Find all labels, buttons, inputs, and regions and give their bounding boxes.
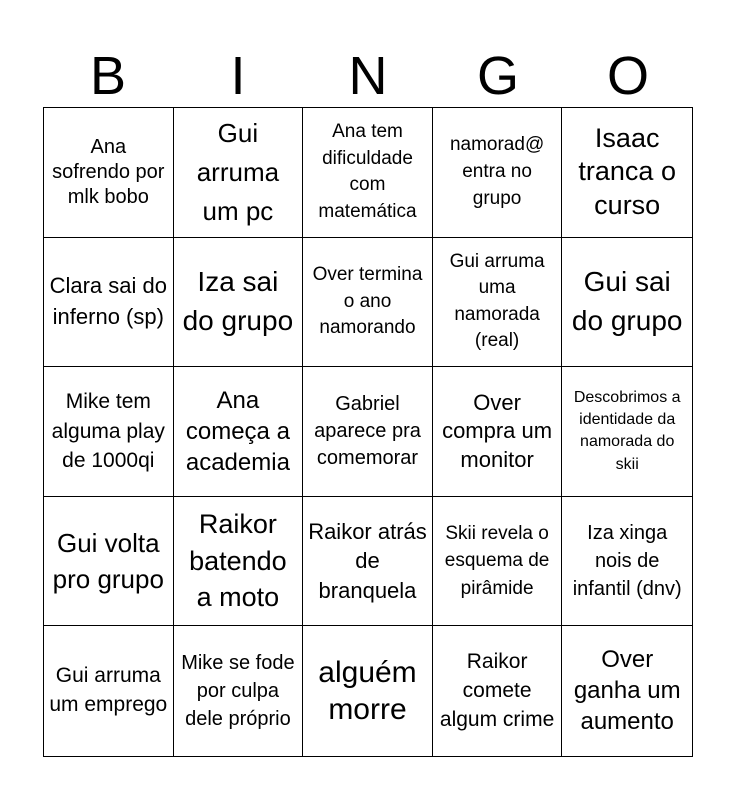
header-letter-b: B <box>89 46 127 106</box>
bingo-cell[interactable] <box>303 497 433 627</box>
cell-text: Ana começa a academia <box>185 386 290 477</box>
cell-text: Clara sai do inferno (sp) <box>49 273 167 329</box>
bingo-cell[interactable] <box>174 497 304 627</box>
bingo-cell[interactable] <box>562 497 692 627</box>
bingo-cell[interactable] <box>433 238 563 368</box>
cell-text: Mike se fode por culpa dele próprio <box>181 651 295 731</box>
bingo-cell[interactable] <box>174 367 304 497</box>
cell-text: Over termina o ano namorando <box>312 264 423 339</box>
bingo-cell[interactable] <box>433 367 563 497</box>
cell-text: namorad@ entra no grupo <box>449 134 545 209</box>
cell-text: Raikor atrás de branquela <box>308 518 427 603</box>
bingo-cell[interactable] <box>433 626 563 756</box>
cell-text: Over compra um monitor <box>442 389 553 472</box>
header-letter-o: O <box>606 46 649 106</box>
bingo-cell[interactable] <box>562 626 692 756</box>
cell-text: Descobrimos a identidade da namorada do skii <box>573 388 681 473</box>
header-letter-i: I <box>230 46 246 106</box>
cell-text: Gui sai do grupo <box>571 266 683 336</box>
cell-text: Iza xinga nois de infantil (dnv) <box>572 521 682 601</box>
bingo-cell[interactable] <box>44 108 174 238</box>
cell-text: Raikor comete algum crime <box>439 649 555 731</box>
bingo-cell[interactable] <box>562 238 692 368</box>
bingo-cell[interactable] <box>174 108 304 238</box>
header-letter-n: N <box>348 46 388 106</box>
bingo-cell[interactable] <box>433 108 563 238</box>
bingo-cell[interactable] <box>303 238 433 368</box>
bingo-cell[interactable] <box>174 238 304 368</box>
cell-text: Gui arruma um emprego <box>49 664 168 717</box>
bingo-cell[interactable] <box>303 108 433 238</box>
cell-text: Ana sofrendo por mlk bobo <box>52 135 165 208</box>
cell-text: Gui volta pro grupo <box>52 527 164 595</box>
bingo-cell[interactable] <box>303 626 433 756</box>
bingo-cell[interactable] <box>562 108 692 238</box>
bingo-cell[interactable] <box>433 497 563 627</box>
bingo-cell[interactable] <box>303 367 433 497</box>
bingo-cell[interactable] <box>44 497 174 627</box>
bingo-cell[interactable] <box>44 238 174 368</box>
cell-text: alguém morre <box>318 655 417 727</box>
bingo-cell[interactable] <box>174 626 304 756</box>
bingo-board <box>43 107 693 757</box>
cell-text: Gui arruma uma namorada (real) <box>449 250 545 352</box>
bingo-cell[interactable] <box>562 367 692 497</box>
bingo-header <box>43 40 693 108</box>
cell-text: Skii revela o esquema de pirâmide <box>444 522 550 599</box>
cell-text: Ana tem dificuldade com matemática <box>318 121 417 222</box>
header-letter-g: G <box>476 46 519 106</box>
cell-text: Mike tem alguma play de 1000qi <box>51 390 165 473</box>
cell-text: Gabriel aparece pra comemorar <box>314 392 421 469</box>
cell-text: Iza sai do grupo <box>182 266 294 336</box>
cell-text: Over ganha um aumento <box>573 646 681 735</box>
cell-text: Gui arruma um pc <box>196 117 280 226</box>
bingo-cell[interactable] <box>44 626 174 756</box>
bingo-cell[interactable] <box>44 367 174 497</box>
cell-text: Isaac tranca o curso <box>578 122 676 221</box>
cell-text: Raikor batendo a moto <box>189 509 287 613</box>
